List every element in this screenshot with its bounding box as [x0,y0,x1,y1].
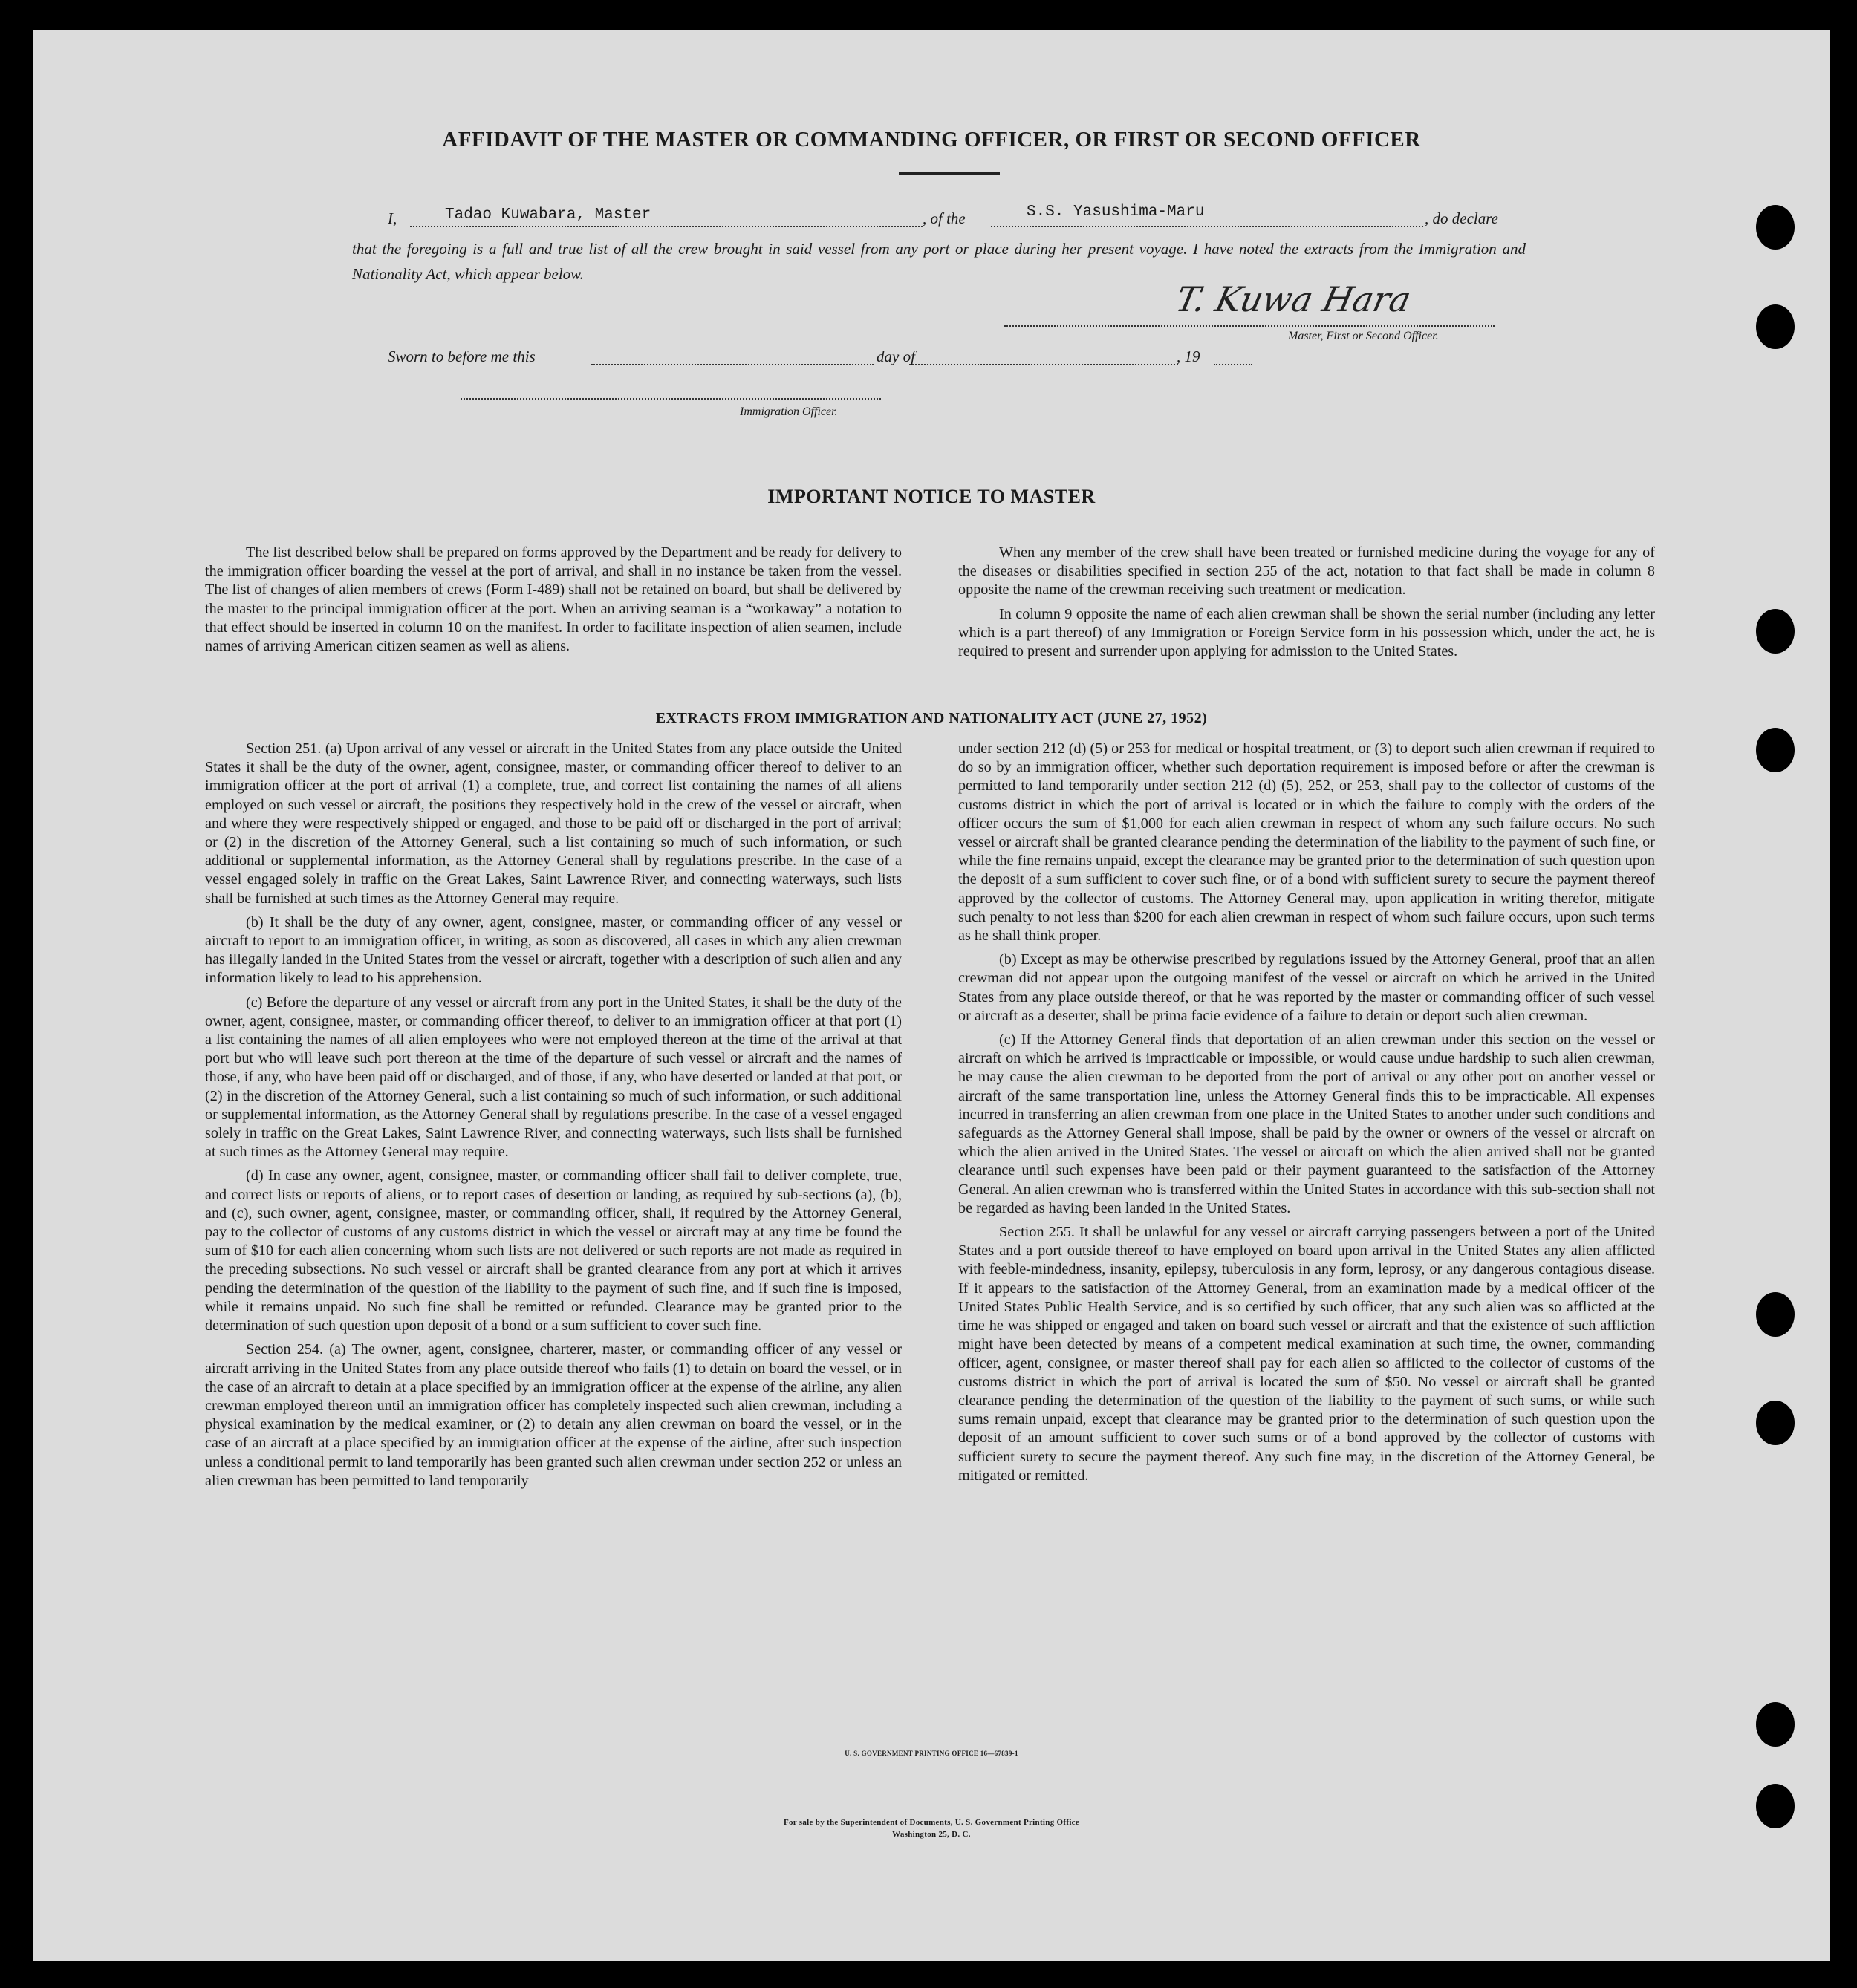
name-line [410,226,923,227]
year-line[interactable] [1214,364,1252,365]
notice-left-column [205,544,902,661]
document-page [33,30,1830,1961]
extract-paragraph: (d) In case any owner, agent, consignee, master, or commanding officer shall fail to deliver complete, true, and correct lists or reports of aliens, or to report cases of desertion or landing, as required by sub-sections (a), (b), and (c), such owner, agent, consignee, master, or commanding officer, shall, if required by the Attorney General, pay to the collector of customs of any customs district in which the vessel or aircraft may at any time be found the sum of $10 for each alien concerning whom such lists are not delivered or such reports are not made as required in the preceding subsections. No such vessel or aircraft shall be granted clearance from any port at which it arrives pending the determination of the question of the liability to the payment of such fine, and if such fine is imposed, while it remains unpaid. No such fine shall be remitted or refunded. Clearance may be granted prior to the determination of such question upon deposit of a bond or a sum sufficient to cover such fine. [205,1167,902,1334]
extract-paragraph: Section 254. (a) The owner, agent, consignee, charterer, master, or commanding officer of any vessel or aircraft arriving in the United States from any place outside thereof who fails (1) to detain on board the vessel, or in the case of an aircraft to detain at a place specified by an immigration officer at the expense of the airline, any alien crewman employed thereon until an immigration officer has completely inspected such alien crewman, including a physical examination by the medical examiner, or (2) to detain any alien crewman on board the vessel, or in the case of an aircraft at a place specified by an immigration officer at the expense of the airline, after such inspection unless a conditional permit to land temporarily has been granted such alien crewman under section 252 or unless an alien crewman has been permitted to land temporarily [205,1341,902,1489]
extracts-title: EXTRACTS FROM IMMIGRATION AND NATIONALITY ACT (JUNE 27, 1952) [655,710,1208,726]
declaration-body: that the foregoing is a full and true list of all the crew brought in said vessel from any port or place during her present voyage. I have noted the extracts from the Immigration and Nationality Act, which appear below. [352,240,1526,283]
notice-right-column [958,544,1655,666]
binder-hole [1756,609,1795,654]
binder-hole [1756,1401,1795,1445]
binder-hole [1756,304,1795,349]
extract-paragraph: (c) Before the departure of any vessel or aircraft from any port in the United States, it shall be the duty of the owner, agent, consignee, master, or commanding officer thereof, to deliver to an immigration officer at that port (1) a list containing the names of all alien employees who were not employed thereon at the time of the arrival at that port but who will leave such port thereon at the time of the departure of such vessel or aircraft and the names of those, if any, who have been paid off or discharged, and of those, if any, who have deserted or landed at that port, or (2) in the discretion of the Attorney General, such a list containing so much of such information, or such additional or supplemental information, as the Attorney General shall by regulations prescribe. In the case of a vessel engaged solely in traffic on the Great Lakes, Saint Lawrence River, and connecting waterways, such lists shall be furnished at such times as the Attorney General may require. [205,994,902,1161]
vessel-line [991,226,1423,227]
master-name-field[interactable]: Tadao Kuwabara, Master [445,206,651,224]
extracts-left-column [205,740,902,1496]
binder-hole [1756,1292,1795,1337]
sworn-day-line[interactable] [591,364,874,365]
master-signature: T. Kuwa Hara [1172,279,1415,319]
title-rule [899,172,1000,175]
printing-office-line: U. S. GOVERNMENT PRINTING OFFICE 16—67839-1 [845,1750,1018,1757]
notice-paragraph: The list described below shall be prepared on forms approved by the Department and be ready for delivery to the immigration officer boarding the vessel at the port of arrival, and shall in no instance be taken from the vessel. The list of changes of alien members of crews (Form I-489) shall not be retained on board, but shall be delivered by the master to the principal immigration officer at the port. When an arriving seaman is a “workaway” a notation to that effect should be inserted in column 10 on the manifest. In order to facilitate inspection of alien seamen, include names of arriving American citizen seamen as well as aliens. [205,544,902,655]
sworn-label: Sworn to before me this [388,348,536,365]
binder-hole [1756,1702,1795,1747]
vessel-name-field[interactable]: S.S. Yasushima-Maru [1027,203,1205,221]
extract-paragraph: (c) If the Attorney General finds that deportation of an alien crewman under this section on the vessel or aircraft on which he arrived is impracticable or impossible, or would cause undue hardship to such alien crewman, he may cause the alien crewman to be deported from the port of arrival or any other port on another vessel or aircraft of the same transportation line, unless the Attorney General finds this to be impracticable. All expenses incurred in transferring an alien crewman from one place in the United States to another under such conditions and safeguards as the Attorney General shall impose, shall be paid by the owner or owners of the vessel or aircraft on which the alien arrived in the United States. The vessel or aircraft on which the alien arrived shall not be granted clearance until such expenses have been paid or their payment guaranteed to the satisfaction of the Attorney General. An alien crewman who is transferred within the United States in accordance with this sub-section shall not be regarded as having been landed in the United States. [958,1032,1655,1216]
sale-line-1: For sale by the Superintendent of Documents, U. S. Government Printing Office [783,1818,1080,1827]
binder-hole [1756,1784,1795,1828]
decl-of-the: , of the [923,209,966,227]
decl-do-declare: , do declare [1425,209,1498,227]
notice-title: IMPORTANT NOTICE TO MASTER [767,486,1096,507]
notice-paragraph: When any member of the crew shall have been treated or furnished medicine during the voyage for any of the diseases or disabilities specified in section 255 of the act, notation to that fact shall be made in column 8 opposite the name of the crewman receiving such treatment or medication. [958,544,1655,599]
sworn-month-line[interactable] [909,364,1178,365]
signature-line [1004,325,1495,327]
year-label: , 19 [1177,348,1200,365]
officer-caption: Immigration Officer. [740,405,838,418]
binder-hole [1756,205,1795,250]
binder-hole [1756,728,1795,772]
sale-line-2: Washington 25, D. C. [892,1830,971,1839]
extract-paragraph: (b) Except as may be otherwise prescribed by regulations issued by the Attorney General, proof that an alien crewman did not appear upon the outgoing manifest of the vessel or aircraft on which he arrived in the United States from any place outside thereof, or that he was reported by the master or commanding officer of such vessel or aircraft as a deserter, shall be prima facie evidence of a failure to detain or deport such alien crewman. [958,951,1655,1024]
signature-caption: Master, First or Second Officer. [1288,330,1439,342]
day-of-label: day of [877,348,915,365]
affidavit-title: AFFIDAVIT OF THE MASTER OR COMMANDING OFFICER, OR FIRST OR SECOND OFFICER [442,128,1421,151]
extracts-right-column [958,740,1655,1490]
officer-line[interactable] [461,398,881,400]
extract-paragraph: Section 251. (a) Upon arrival of any vessel or aircraft in the United States from any place outside the United States it shall be the duty of the owner, agent, consignee, master, or commanding officer thereof to deliver to an immigration officer at the port of arrival (1) a complete, true, and correct list containing the names of all aliens employed on such vessel or aircraft, the positions they respectively hold in the crew of the vessel or aircraft, when and where they were respectively shipped or engaged, and those to be paid off or discharged in the port of arrival; or (2) in the discretion of the Attorney General, such a list containing so much of such information, or such additional or supplemental information, as the Attorney General shall by regulations prescribe. In the case of a vessel engaged solely in traffic on the Great Lakes, Saint Lawrence River, and connecting waterways, such lists shall be furnished at such times as the Attorney General may require. [205,740,902,907]
decl-i: I, [388,209,397,227]
notice-paragraph: In column 9 opposite the name of each alien crewman shall be shown the serial number (including any letter which is a part thereof) of any Immigration or Foreign Service form in his possession which, under the act, he is required to present and surrender upon applying for admission to the United States. [958,605,1655,660]
extract-paragraph: (b) It shall be the duty of any owner, agent, consignee, master, or commanding officer of any vessel or aircraft to report to an immigration officer, in writing, as soon as discovered, all cases in which any alien crewman has illegally landed in the United States from the vessel or aircraft, together with a description of such alien and any information likely to lead to his apprehension. [205,913,902,987]
extract-paragraph: Section 255. It shall be unlawful for any vessel or aircraft carrying passengers between a port of the United States and a port outside thereof to have employed on board upon arrival in the United States any alien afflicted with feeble-mindedness, insanity, epilepsy, tuberculosis in any form, leprosy, or any dangerous contagious disease. If it appears to the satisfaction of the Attorney General, from an examination made by a medical officer of the United States Public Health Service, and is so certified by such officer, that any such alien was so afflicted at the time he was shipped or engaged and taken on board such vessel or aircraft and that the existence of such affliction might have been detected by means of a competent medical examination at such time, the owner, commanding officer, agent, consignee, or master thereof shall pay for each alien so afflicted to the collector of customs of the customs district in which the port of arrival is located the sum of $50. No vessel or aircraft shall be granted clearance pending the determination of the question of the liability to the payment of such sums, or while such sums remain unpaid, except that clearance may be granted prior to the determination of such question upon the deposit of an amount sufficient to cover such sums or of a bond approved by the collector of customs with sufficient surety to secure the payment thereof. Any such fine may, in the discretion of the Attorney General, be mitigated or remitted. [958,1224,1655,1484]
extract-paragraph: under section 212 (d) (5) or 253 for medical or hospital treatment, or (3) to deport such alien crewman if required to do so by an immigration officer, whether such deportation requirement is imposed before or after the crewman is permitted to land temporarily under section 212 (d) (5), 252, or 253, shall pay to the collector of customs of the customs district in which the port of arrival is located or in which the failure to comply with the orders of the officer occurs the sum of $1,000 for each alien crewman in respect of whom any such failure occurs. No such vessel or aircraft shall be granted clearance pending the determination of the liability to the payment of such fine, or while the fine remains unpaid, except the clearance may be granted prior to the determination of such question upon the deposit of a sum sufficient to cover such fine, or of a bond with sufficient surety to secure the payment thereof approved by the collector of customs. The Attorney General may, upon application in writing therefor, mitigate such penalty to not less than $200 for each alien crewman in respect of whom such failure occurs, upon such terms as he shall think proper. [958,740,1655,945]
